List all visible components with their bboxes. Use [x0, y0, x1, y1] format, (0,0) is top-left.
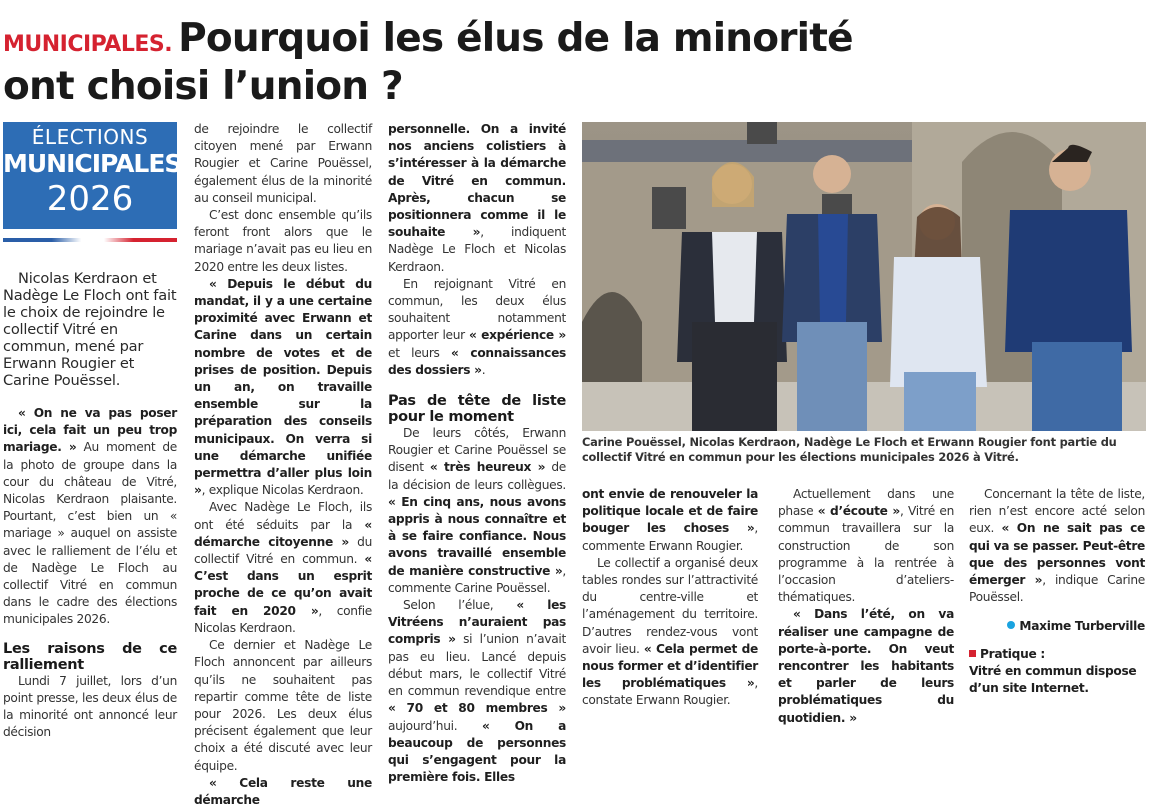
quote: « En cinq ans, nous avons appris à nous connaître et à se faire confiance. Nous avons travaillé ensemble de manière constructive »: [388, 494, 566, 578]
bullet-dot-icon: [1007, 621, 1015, 629]
text: , constate Erwann Rougier.: [582, 676, 758, 708]
quote: « On a beaucoup de personnes qui s’engagent pour la première fois. Elles: [388, 718, 566, 785]
text: Avec Nadège Le Floch, ils ont été séduits par la: [194, 500, 372, 532]
badge-line-3: 2026: [46, 179, 134, 219]
quote: « On ne va pas poser ici, cela fait un peu trop mariage. »: [3, 406, 177, 455]
quote: « connaissances des dossiers »: [388, 345, 566, 377]
photo-caption: Carine Pouëssel, Nicolas Kerdraon, Nadège Le Floch et Erwann Rougier font partie du collectif Vitré en commun pour les élections municipales 2026 à Vitré.: [582, 435, 1117, 464]
quote: « Dans l’été, on va réaliser une campagne de porte-à-porte. On veut rencontrer les habitants et parler de leurs problématiques du quotidien. »: [778, 607, 954, 725]
chapo: Nicolas Kerdraon et Nadège Le Floch ont fait le choix de rejoindre le collectif Vitré en commun, mené par Erwann Rougier et Carine Pouëssel.: [3, 270, 177, 389]
paragraph: [388, 276, 566, 379]
column-6: [969, 486, 1145, 697]
badge-line-2: MUNICIPALES: [3, 149, 182, 178]
column-5: [778, 486, 954, 727]
quote: ont envie de renouveler la politique locale et de faire bouger les choses »: [582, 487, 758, 536]
text: aujourd’hui.: [388, 718, 482, 733]
quote: « très heureux »: [429, 460, 546, 475]
text: , Vitré en commun travaillera sur la construction de son programme à la rentrée à l’occasion d’ateliers-thématiques.: [778, 504, 954, 605]
kicker: MUNICIPALES.: [3, 32, 173, 57]
column-2: [194, 121, 372, 809]
text: de la décision de leurs collègues.: [388, 460, 567, 492]
subhead: Les raisons de ce ralliement: [3, 640, 177, 673]
text: Concernant la tête de liste, rien n’est encore acté selon eux.: [969, 487, 1145, 536]
paragraph: Ce dernier et Nadège Le Floch annoncent par ailleurs qu’ils ne souhaitent pas repartir comme tête de liste pour 2026. Les deux élus précisent également que leur choix a été discuté avec leur équipe.: [194, 638, 372, 773]
text: , indique Carine Pouëssel.: [969, 573, 1145, 605]
tricolor-bar: [3, 238, 177, 242]
paragraph: [388, 425, 566, 597]
text: si l’union n’avait pas eu lieu. Lancé depuis début mars, le collectif Vitré en commun revendique entre: [388, 632, 566, 699]
quote: « 70 et 80 membres »: [388, 701, 566, 716]
text: .: [481, 362, 486, 377]
paragraph: [388, 597, 566, 786]
text: De leurs côtés, Erwann Rougier et Carine Pouëssel se disent: [388, 426, 566, 475]
paragraph: [778, 606, 954, 726]
elections-badge: [3, 122, 182, 229]
text: , confie Nicolas Kerdraon.: [194, 603, 373, 635]
author-name: Maxime Turberville: [1019, 619, 1145, 634]
quote: « C’est dans un esprit proche de ce qu’on avait fait en 2020 »: [194, 552, 372, 618]
paragraph: [194, 775, 372, 809]
quote: « Depuis le début du mandat, il y a une certaine proximité avec Erwann et Carine dans un certain nombre de votes et de prises de position. Depuis un an, on travaille ensemble sur la préparation des conseils municipaux. On verra si une démarche unifiée permettra d’aller plus loin »: [194, 276, 372, 498]
text: , commente Carine Pouëssel.: [388, 563, 566, 595]
paragraph: [194, 276, 372, 500]
author-byline: [969, 618, 1145, 635]
text: Le collectif a organisé deux tables rondes sur l’attractivité du centre-ville et l’aménagement du territoire. D’autres rendez-vous vont avoir lieu.: [582, 555, 758, 656]
text: Selon l’élue,: [403, 598, 517, 613]
title-line-2: ont choisi l’union ?: [3, 64, 403, 109]
quote: « démarche citoyenne »: [194, 517, 372, 549]
column-1: [3, 270, 177, 741]
quote: « les Vitréens n’auraient pas compris »: [388, 598, 566, 647]
pratique-text: Vitré en commun dispose d’un site Internet.: [969, 663, 1137, 696]
quote: personnelle. On a invité nos anciens colistiers à s’intéresser à la démarche de Vitré en commun. Après, chacun se positionnera comme il le souhaite »: [388, 122, 566, 240]
text: Actuellement dans une phase: [778, 487, 954, 519]
text: et leurs: [388, 345, 452, 360]
text: En rejoignant Vitré en commun, les deux élus souhaitent notamment apporter leur: [388, 276, 566, 343]
quote: « expérience »: [469, 328, 566, 343]
paragraph: [3, 405, 177, 629]
subhead: Pas de tête de liste pour le moment: [388, 393, 566, 426]
text: , commente Erwann Rougier.: [582, 521, 758, 553]
quote: « Cela permet de nous former et d’identifier les problématiques »: [582, 641, 758, 691]
photo-illustration: [582, 122, 1146, 431]
pratique-label: Pratique :: [980, 646, 1045, 661]
paragraph: Lundi 7 juillet, lors d’un point presse, les deux élus de la minorité ont annoncé leur décision: [3, 673, 177, 740]
title-line-1: Pourquoi les élus de la minorité: [178, 16, 853, 61]
red-square-icon: [969, 650, 976, 657]
quote: « d’écoute »: [817, 504, 900, 519]
paragraph: [969, 486, 1145, 606]
column-3: [388, 121, 566, 786]
paragraph: C’est donc ensemble qu’ils feront front alors que le mariage n’avait pas eu lieu en 2020 entre les deux listes.: [194, 208, 372, 274]
paragraph: de rejoindre le collectif citoyen mené par Erwann Rougier et Carine Pouëssel, également élus de la minorité au conseil municipal.: [194, 122, 372, 205]
column-4: [582, 486, 758, 710]
text: , indiquent Nadège Le Floch et Nicolas Kerdraon.: [388, 225, 566, 274]
quote: « Cela reste une démarche: [194, 775, 372, 807]
paragraph: [388, 121, 566, 276]
paragraph: [582, 555, 758, 710]
group-photo: [582, 122, 1146, 431]
quote: « On ne sait pas ce qui va se passer. Peut-être que des personnes vont émerger »: [969, 521, 1145, 588]
pratique-box: [969, 646, 1145, 698]
paragraph: [778, 486, 954, 606]
paragraph: [194, 499, 372, 637]
paragraph: [582, 486, 758, 555]
text: du collectif Vitré en commun.: [194, 534, 372, 567]
headline: [3, 18, 863, 108]
text: , explique Nicolas Kerdraon.: [201, 483, 364, 498]
badge-line-1: ÉLECTIONS: [31, 125, 149, 149]
text: Au moment de la photo de groupe dans la cour du château de Vitré, Nicolas Kerdraon plaisante. Pourtant, c’est bien un « mariage » auquel on assiste avec le ralliement de l’élu et de Nadège Le Floch au collectif Vitré en commun dans le cadre des élections municipales 2026.: [3, 440, 177, 627]
